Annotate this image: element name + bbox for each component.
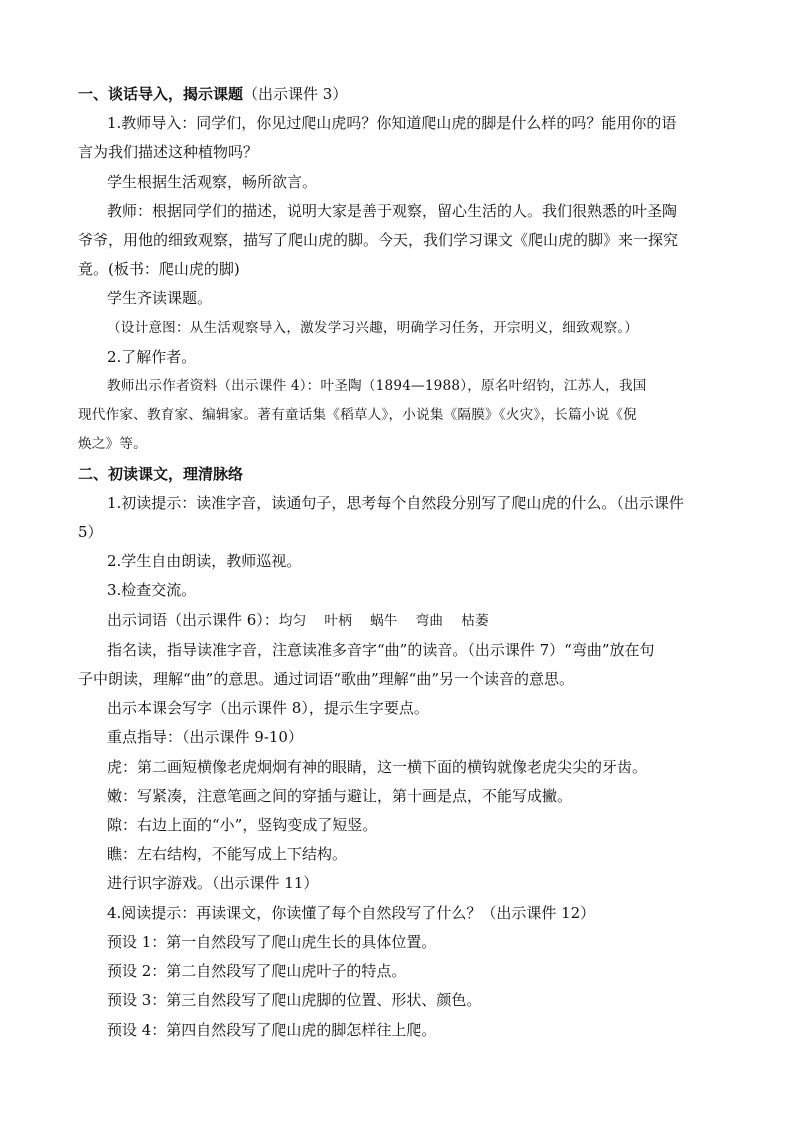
word-item: 弯曲: [415, 612, 444, 629]
paragraph: 出示本课会写字（出示课件 8），提示生字要点。: [107, 699, 429, 718]
author-info: 教师出示作者资料（出示课件 4）：叶圣陶（1894—1988），原名叶绍钧，江苏人，我国: [107, 378, 647, 395]
preset-answer: 预设 1：第一自然段写了爬山虎生长的具体位置。: [107, 932, 437, 951]
word-item: 均匀: [278, 612, 307, 629]
character-guide: 瞧：左右结构，不能写成上下结构。: [107, 845, 348, 864]
character-guide: 虎：第二画短横像老虎炯炯有神的眼睛，这一横下面的横钩就像老虎尖尖的牙齿。: [107, 757, 648, 776]
paragraph: 1.教师导入：同学们，你见过爬山虎吗？你知道爬山虎的脚是什么样的吗？能用你的语: [107, 114, 677, 133]
author-info-continued: 现代作家、教育家、编辑家。著有童话集《稻草人》，小说集《隔膜》《火灾》，长篇小说《倪: [78, 407, 637, 424]
paragraph-continued: 子中朗读，理解“曲”的意思。通过词语“歌曲”理解“曲”另一个读音的意思。: [78, 670, 575, 689]
paragraph: 4.阅读提示：再读课文，你读懂了每个自然段写了什么？（出示课件 12）: [107, 903, 596, 922]
section-1-title: 一、谈话导入，揭示课题: [78, 85, 244, 103]
document-page: [78, 80, 718, 1045]
section-1-heading: [78, 80, 718, 109]
paragraph: 学生根据生活观察，畅所欲言。: [107, 172, 318, 191]
word-item: 枯萎: [461, 612, 489, 629]
paragraph-continued: 竟。(板书：爬山虎的脚): [78, 260, 240, 279]
word-list: [78, 606, 718, 636]
paragraph: 进行识字游戏。（出示课件 11）: [107, 874, 319, 893]
paragraph: 重点指导：（出示课件 9-10）: [107, 728, 303, 747]
paragraph: 学生齐读课题。: [107, 289, 213, 308]
design-intent-note: （设计意图：从生活观察导入，激发学习兴趣，明确学习任务，开宗明义，细致观察。）: [107, 319, 639, 336]
word-item: 叶柄: [324, 612, 353, 629]
section-1-note: （出示课件 3）: [243, 85, 348, 103]
preset-answer: 预设 3：第三自然段写了爬山虎脚的位置、形状、颜色。: [107, 991, 482, 1010]
paragraph: 3.检查交流。: [107, 581, 197, 600]
preset-answer: 预设 4：第四自然段写了爬山虎的脚怎样往上爬。: [107, 1020, 437, 1039]
word-item: 蜗牛: [370, 612, 398, 629]
author-info-continued: 焕之》等。: [78, 436, 147, 453]
word-list-intro: 出示词语（出示课件 6）：: [107, 610, 279, 629]
paragraph: 2.学生自由朗读，教师巡视。: [107, 552, 302, 571]
paragraph-continued: 爷爷，用他的细致观察，描写了爬山虎的脚。今天，我们学习课文《爬山虎的脚》来一探究: [78, 231, 679, 250]
section-2-heading: 二、初读课文，理清脉络: [78, 464, 244, 483]
paragraph-continued: 言为我们描述这种植物吗？: [78, 143, 259, 162]
paragraph: 2.了解作者。: [107, 347, 197, 366]
character-guide: 隙：右边上面的“小”，竖钩变成了短竖。: [107, 816, 378, 835]
character-guide: 嫩：写紧凑，注意笔画之间的穿插与避让，第十画是点，不能写成撇。: [107, 786, 573, 805]
paragraph: 1.初读提示：读准字音，读通句子，思考每个自然段分别写了爬山虎的什么。（出示课件: [107, 493, 684, 512]
preset-answer: 预设 2：第二自然段写了爬山虎叶子的特点。: [107, 962, 407, 981]
paragraph-continued: 5）: [78, 523, 103, 542]
paragraph: 教师：根据同学们的描述，说明大家是善于观察，留心生活的人。我们很熟悉的叶圣陶: [107, 201, 678, 220]
paragraph: 指名读，指导读准字音，注意读准多音字“曲”的读音。（出示课件 7）“弯曲”放在句: [107, 640, 655, 659]
